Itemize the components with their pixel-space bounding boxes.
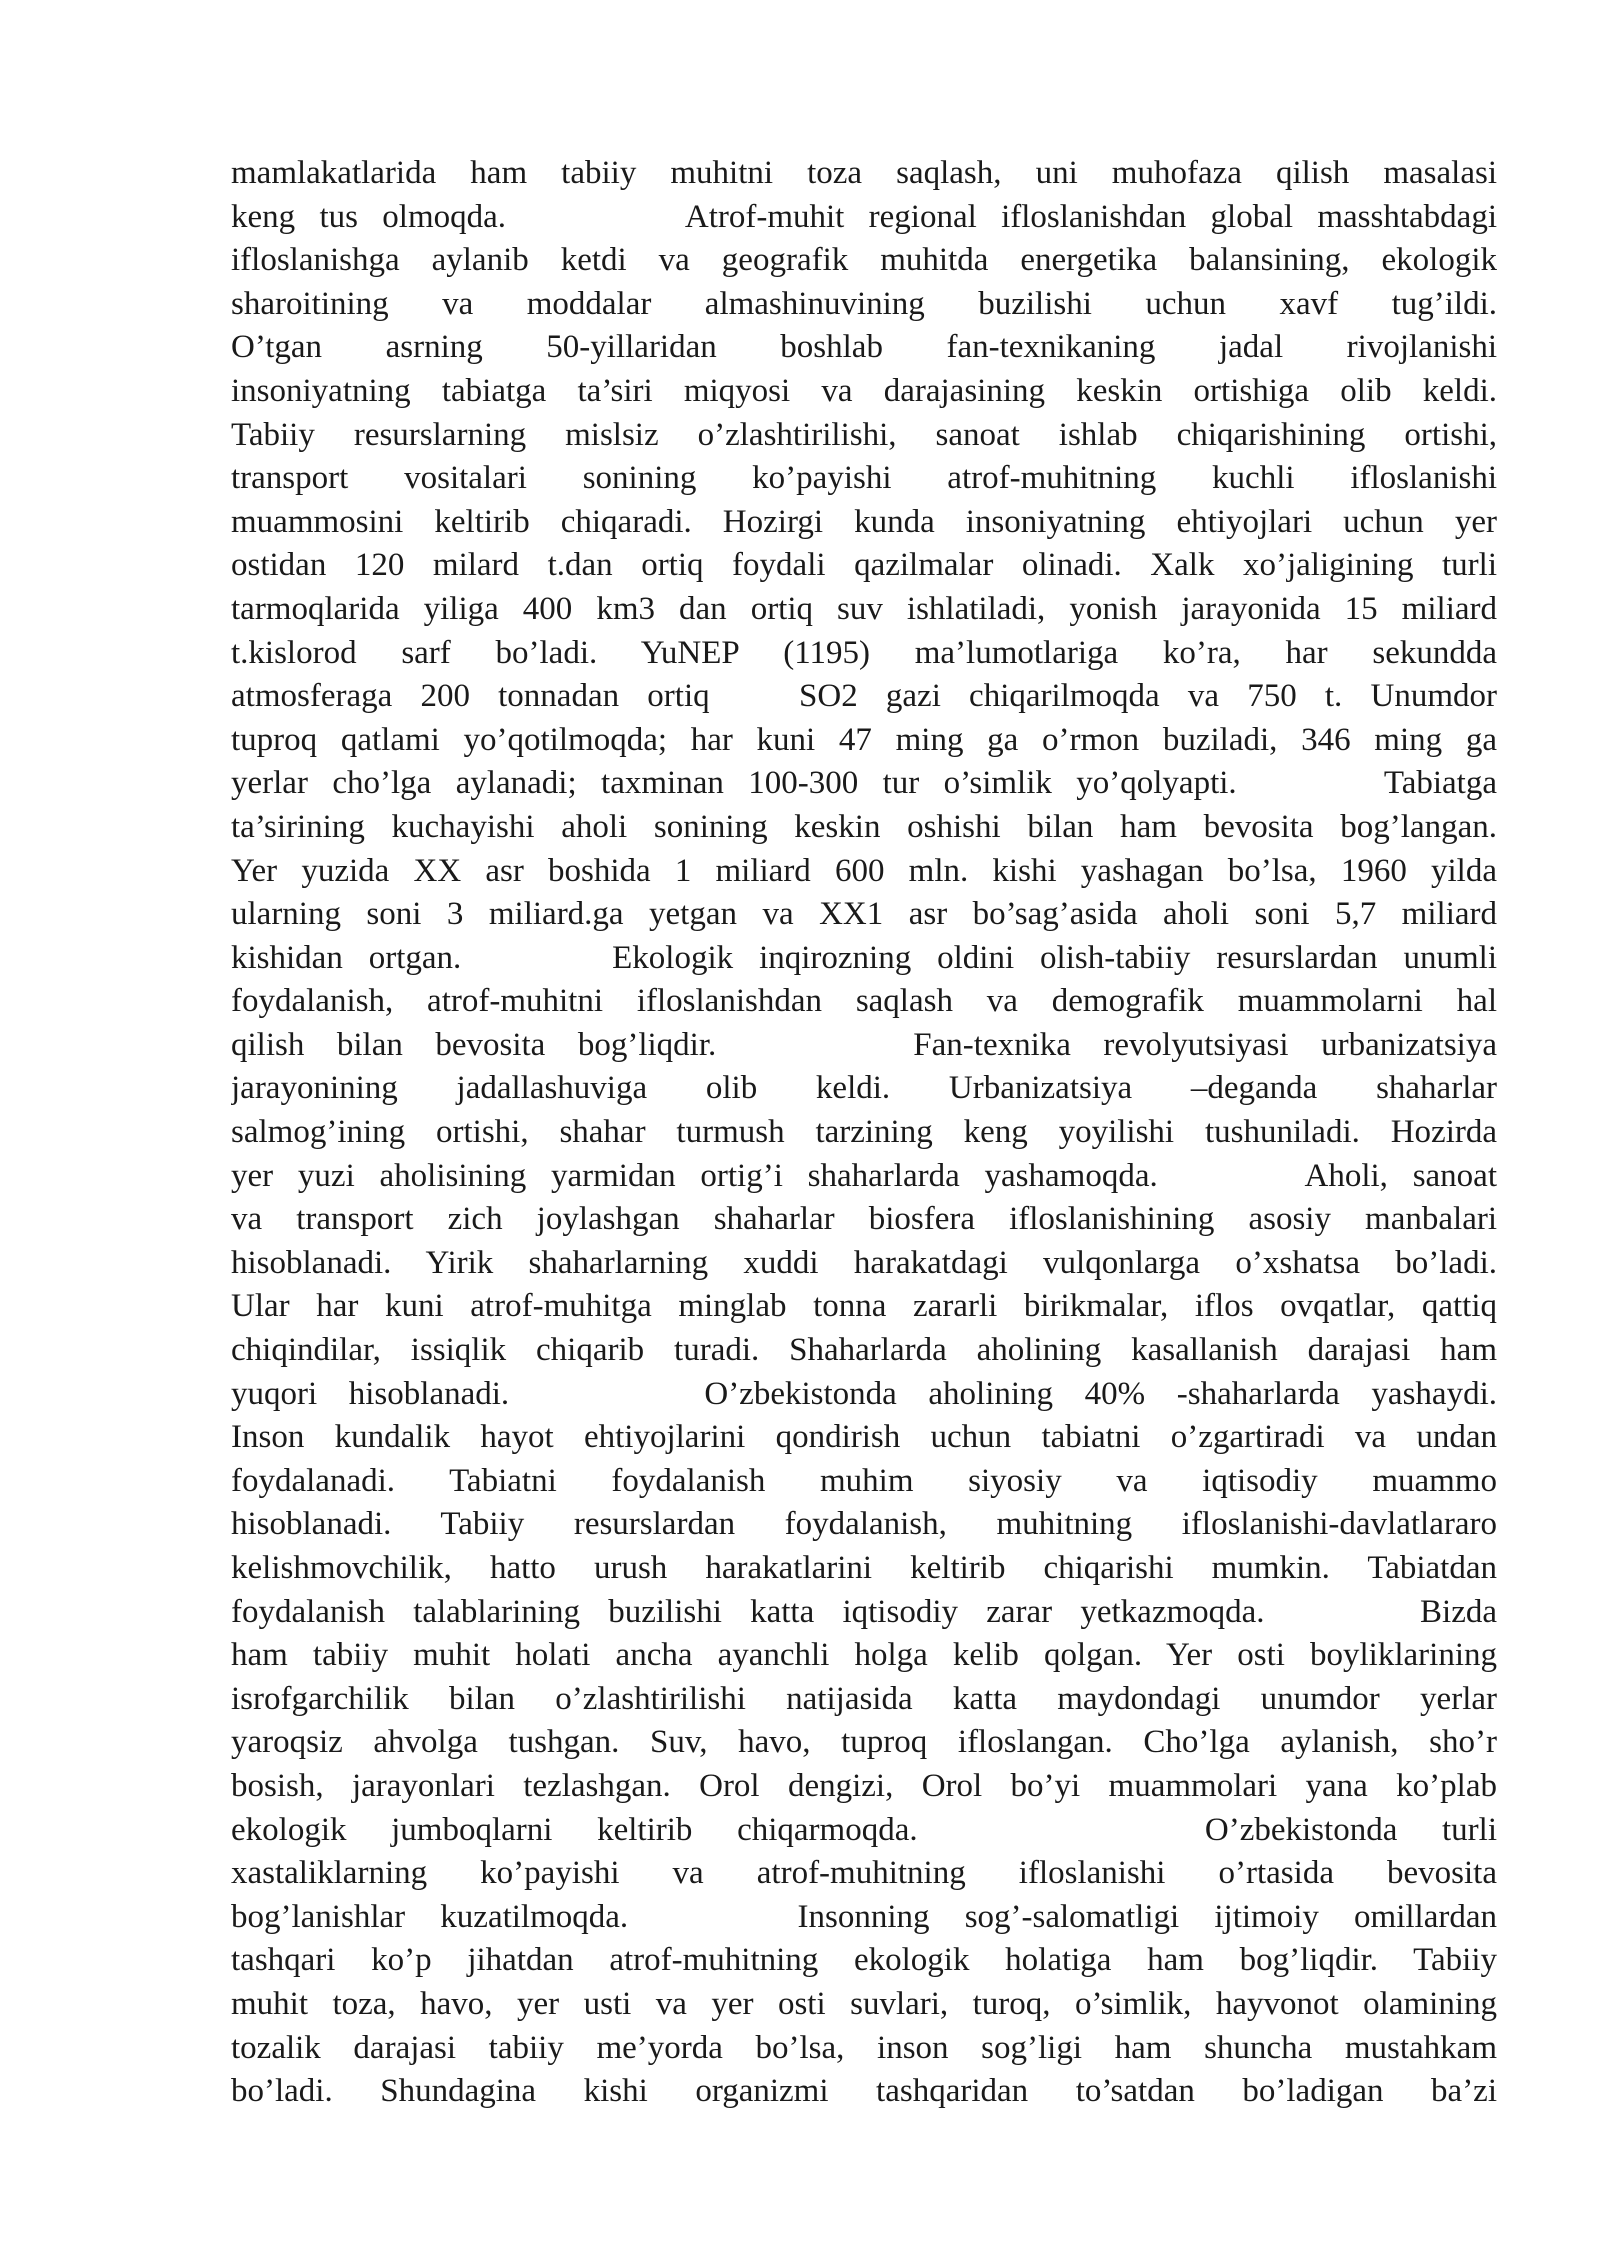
text-line: Ular har kuni atrof-muhitga minglab tonna zararli birikmalar, iflos ovqatlar, qattiq — [231, 1288, 1497, 1325]
text-line: foydalanish talablarining buzilishi katta iqtisodiy zarar yetkazmoqda. Bizda — [231, 1593, 1497, 1630]
text-line: t.kislorod sarf bo’ladi. YuNEP (1195) ma’lumotlariga ko’ra, har sekundda — [231, 634, 1497, 671]
body-text — [231, 152, 1497, 2114]
text-line: Inson kundalik hayot ehtiyojlarini qondirish uchun tabiatni o’zgartiradi va undan — [231, 1419, 1497, 1456]
text-line: tarmoqlarida yiliga 400 km3 dan ortiq suv ishlatiladi, yonish jarayonida 15 miliard — [231, 590, 1497, 627]
text-line: tozalik darajasi tabiiy me’yorda bo’lsa, inson sog’ligi ham shuncha mustahkam — [231, 2029, 1497, 2066]
text-line: foydalanadi. Tabiatni foydalanish muhim siyosiy va iqtisodiy muammo — [231, 1462, 1497, 1499]
text-line: ekologik jumboqlarni keltirib chiqarmoqda. O’zbekistonda turli — [231, 1811, 1497, 1848]
text-line: isrofgarchilik bilan o’zlashtirilishi natijasida katta maydondagi unumdor yerlar — [231, 1680, 1497, 1717]
text-line: hisoblanadi. Yirik shaharlarning xuddi harakatdagi vulqonlarga o’xshatsa bo’ladi. — [231, 1244, 1497, 1281]
text-line: bog’lanishlar kuzatilmoqda. Insonning sog’-salomatligi ijtimoiy omillardan — [231, 1898, 1497, 1935]
text-line: Yer yuzida XX asr boshida 1 miliard 600 mln. kishi yashagan bo’lsa, 1960 yilda — [231, 852, 1497, 889]
text-line: mamlakatlarida ham tabiiy muhitni toza saqlash, uni muhofaza qilish masalasi — [231, 155, 1497, 191]
text-line: sharoitining va moddalar almashinuvining buzilishi uchun xavf tug’ildi. — [231, 285, 1497, 322]
text-line: yerlar cho’lga aylanadi; taxminan 100-300 tur o’simlik yo’qolyapti. Tabiatga — [231, 765, 1497, 802]
text-line: ta’sirining kuchayishi aholi sonining keskin oshishi bilan ham bevosita bog’langan. — [231, 808, 1497, 845]
text-line: xastaliklarning ko’payishi va atrof-muhitning ifloslanishi o’rtasida bevosita — [231, 1855, 1497, 1892]
text-line: ostidan 120 milard t.dan ortiq foydali qazilmalar olinadi. Xalk xo’jaligining turli — [231, 547, 1497, 584]
text-line: kelishmovchilik, hatto urush harakatlarini keltirib chiqarishi mumkin. Tabiatdan — [231, 1550, 1497, 1586]
text-line: transport vositalari sonining ko’payishi atrof-muhitning kuchli ifloslanishi — [231, 460, 1497, 497]
text-line: insoniyatning tabiatga ta’siri miqyosi va darajasining keskin ortishiga olib keldi. — [231, 372, 1497, 409]
text-line: bo’ladi. Shundagina kishi organizmi tashqaridan to’satdan bo’ladigan ba’zi — [231, 2073, 1497, 2110]
text-line: muhit toza, havo, yer usti va yer osti suvlari, turoq, o’simlik, hayvonot olamining — [231, 1985, 1497, 2022]
text-line: chiqindilar, issiqlik chiqarib turadi. Shaharlarda aholining kasallanish darajasi ham — [231, 1332, 1497, 1369]
text-line: yer yuzi aholisining yarmidan ortig’i shaharlarda yashamoqda. Aholi, sanoat — [231, 1157, 1497, 1194]
text-line: yaroqsiz ahvolga tushgan. Suv, havo, tuproq ifloslangan. Cho’lga aylanish, sho’r — [231, 1724, 1497, 1761]
text-line: Tabiiy resurslarning mislsiz o’zlashtirilishi, sanoat ishlab chiqarishining ortishi, — [231, 416, 1497, 453]
text-line: O’tgan asrning 50-yillaridan boshlab fan-texnikaning jadal rivojlanishi — [231, 329, 1497, 366]
text-line: hisoblanadi. Tabiiy resurslardan foydalanish, muhitning ifloslanishi-davlatlararo — [231, 1506, 1497, 1543]
text-line: tashqari ko’p jihatdan atrof-muhitning ekologik holatiga ham bog’liqdir. Tabiiy — [231, 1942, 1497, 1979]
text-line: jarayonining jadallashuviga olib keldi. Urbanizatsiya –deganda shaharlar — [231, 1070, 1497, 1107]
text-line: bosish, jarayonlari tezlashgan. Orol dengizi, Orol bo’yi muammolari yana ko’plab — [231, 1767, 1497, 1804]
text-line: muammosini keltirib chiqaradi. Hozirgi kunda insoniyatning ehtiyojlari uchun yer — [231, 503, 1497, 540]
text-line: kishidan ortgan. Ekologik inqirozning oldini olish-tabiiy resurslardan unumli — [231, 939, 1497, 976]
text-line: ularning soni 3 miliard.ga yetgan va XX1 asr bo’sag’asida aholi soni 5,7 miliard — [231, 896, 1497, 933]
text-line: yuqori hisoblanadi. O’zbekistonda aholining 40% -shaharlarda yashaydi. — [231, 1375, 1497, 1412]
text-line: foydalanish, atrof-muhitni ifloslanishdan saqlash va demografik muammolarni hal — [231, 983, 1497, 1020]
text-line: salmog’ining ortishi, shahar turmush tarzining keng yoyilishi tushuniladi. Hozirda — [231, 1114, 1497, 1151]
text-line: ham tabiiy muhit holati ancha ayanchli holga kelib qolgan. Yer osti boyliklarining — [231, 1637, 1497, 1674]
text-line: tuproq qatlami yo’qotilmoqda; har kuni 47 ming ga o’rmon buziladi, 346 ming ga — [231, 721, 1497, 758]
text-line: keng tus olmoqda. Atrof-muhit regional ifloslanishdan global masshtabdagi — [231, 198, 1497, 235]
text-line: atmosferaga 200 tonnadan ortiq SO2 gazi chiqarilmoqda va 750 t. Unumdor — [231, 678, 1497, 715]
text-line: ifloslanishga aylanib ketdi va geografik muhitda energetika balansining, ekologik — [231, 242, 1497, 279]
text-line: qilish bilan bevosita bog’liqdir. Fan-texnika revolyutsiyasi urbanizatsiya — [231, 1026, 1497, 1063]
text-line: va transport zich joylashgan shaharlar biosfera ifloslanishining asosiy manbalari — [231, 1201, 1497, 1238]
